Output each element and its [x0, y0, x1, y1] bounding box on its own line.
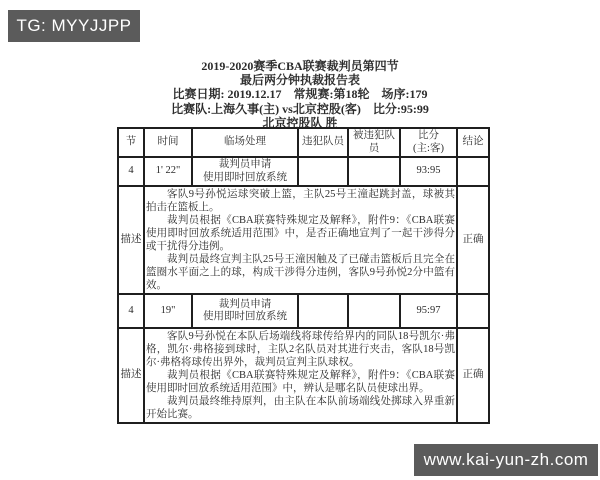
cell-score: 93:95	[400, 157, 457, 186]
cell-description	[144, 328, 457, 423]
cell-handling-line1: 裁判员申请	[218, 159, 272, 170]
cell-score: 95:97	[400, 294, 457, 328]
header-handling: 临场处理	[192, 128, 298, 157]
table-header-row	[118, 128, 489, 157]
desc-paragraph: 裁判员根据《CBA联赛特殊规定及解释》，附件9：《CBA联赛使用即时回放系统适用范围》中，辨认是哪名队员使球出界。	[146, 370, 455, 394]
cell-conclusion-empty	[457, 294, 489, 328]
title-line-season: 2019-2020赛季CBA联赛裁判员第四节	[201, 59, 399, 73]
cell-handling-line2: 使用即时回放系统	[203, 171, 287, 183]
cell-conclusion: 正确	[457, 186, 489, 294]
title-line-teams-score: 比赛队:上海久事(主) vs北京控股(客) 比分:95:99	[171, 101, 429, 116]
title-line-report-name: 最后两分钟执裁报告表	[239, 73, 360, 88]
cell-quarter: 4	[118, 157, 144, 186]
desc-paragraph: 裁判员根据《CBA联赛特殊规定及解释》，附件9：《CBA联赛使用即时回放系统适用范围》中，是否正确地宣判了一起干涉得分或干扰得分违例。	[146, 215, 455, 252]
cell-description	[144, 186, 457, 294]
header-conclusion: 结论	[457, 128, 489, 157]
header-quarter: 节	[118, 128, 144, 157]
cell-quarter: 4	[118, 294, 144, 328]
cell-offending-player	[298, 294, 348, 328]
cell-handling-line2: 使用即时回放系统	[203, 311, 287, 322]
cell-time: 19"	[144, 294, 192, 328]
header-score	[400, 128, 457, 157]
document-title-block	[0, 59, 600, 130]
cell-desc-label: 描述	[118, 328, 144, 423]
cell-offended-player	[348, 294, 400, 328]
cell-time: 1' 22"	[144, 157, 192, 186]
cell-handling-line1: 裁判员申请	[218, 298, 272, 310]
desc-paragraph: 客队9号孙悦在本队后场端线将球传给界内的同队18号凯尔·弗格，凯尔·弗格接到球时，主队2名队员对其进行夹击，客队18号凯尔·弗格将球传出界外，裁判员宣判主队球权。	[146, 331, 455, 368]
watermark-top-text: TG: MYYJJPP	[16, 16, 132, 35]
desc-paragraph: 客队9号孙悦运球突破上篮，主队25号王潼起跳封盖，球被其拍击在篮板上。	[146, 189, 455, 213]
cell-conclusion-empty	[457, 157, 489, 186]
desc-paragraph: 裁判员最终宣判主队25号王潼因触及了已碰击篮板后且完全在篮圈水平面之上的球，构成干涉得分违例，客队9号孙悦2分中篮有效。	[146, 254, 455, 291]
header-score-line2: (主:客)	[413, 142, 444, 154]
cell-handling	[192, 157, 298, 186]
title-line-winner: 北京控股队 胜	[262, 115, 338, 130]
description-row-2	[118, 328, 489, 423]
cell-offended-player	[348, 157, 400, 186]
cell-offending-player	[298, 157, 348, 186]
referee-report-table	[117, 127, 490, 424]
header-offended-player: 被违犯队员	[348, 128, 400, 157]
cell-desc-label: 描述	[118, 186, 144, 294]
desc-paragraph: 裁判员最终维持原判，由主队在本队前场端线处掷球入界重新开始比赛。	[146, 396, 455, 420]
cell-handling	[192, 294, 298, 328]
header-score-line1: 比分	[418, 130, 439, 141]
header-time: 时间	[144, 128, 192, 157]
event-row-2	[118, 294, 489, 328]
title-line-date-round: 比赛日期: 2019.12.17 常规赛:第18轮 场序:179	[172, 87, 428, 102]
event-row-1	[118, 157, 489, 186]
watermark-bottom-text: www.kai-yun-zh.com	[423, 450, 589, 469]
header-offending-player: 违犯队员	[298, 128, 348, 157]
watermark-bottom-right	[414, 444, 598, 476]
cell-conclusion: 正确	[457, 328, 489, 423]
watermark-top-left	[8, 10, 140, 42]
description-row-1	[118, 186, 489, 294]
